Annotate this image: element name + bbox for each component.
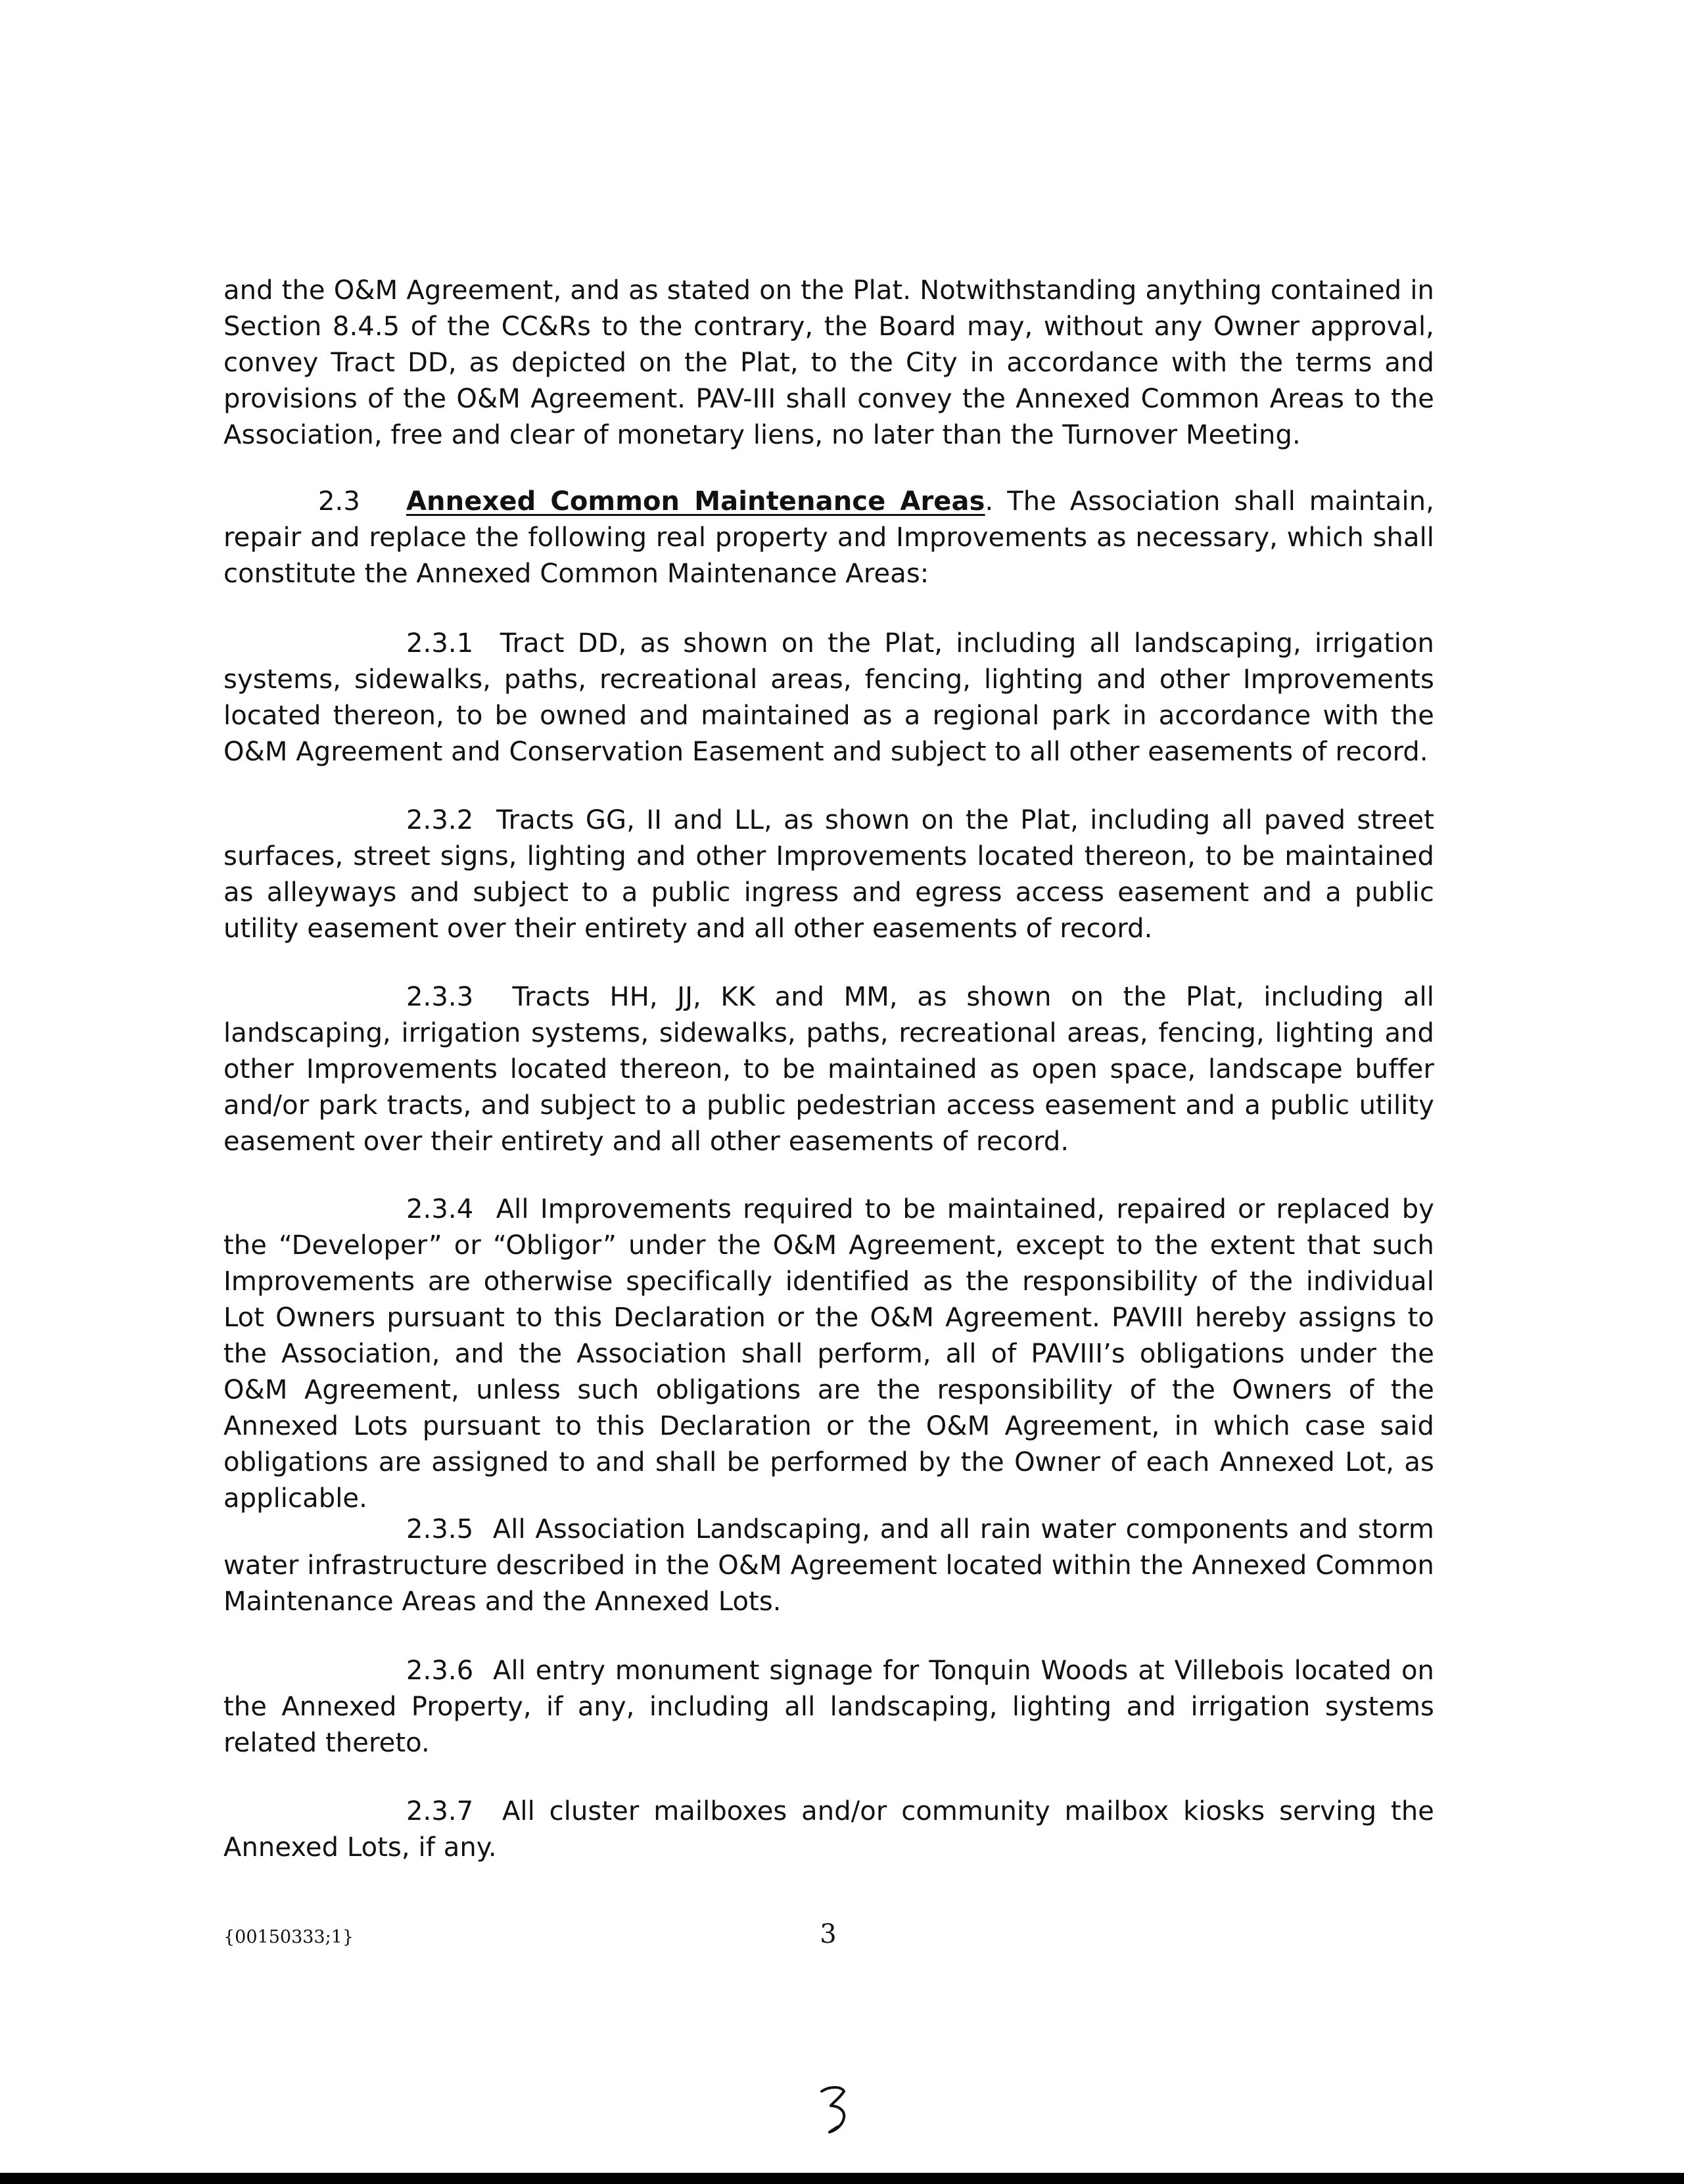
handwritten-page-mark-icon bbox=[815, 2082, 854, 2135]
subsection-text: Tract DD, as shown on the Plat, including all landscaping, irrigation systems, sidewalks, paths, recreational areas, fencing, lighting and other Improvements located thereon, to be owned and maintained as a regional park in accordance with the O&M Agreement and Conservation Easement and subject to all other easements of record. bbox=[223, 628, 1434, 767]
subsection-2-3-1 bbox=[223, 626, 1434, 770]
section-number: 2.3 bbox=[318, 486, 360, 517]
subsection-2-3-4 bbox=[223, 1192, 1434, 1517]
subsection-2-3-2 bbox=[223, 802, 1434, 947]
document-id: {00150333;1} bbox=[223, 1927, 354, 1947]
subsection-number: 2.3.4 bbox=[406, 1194, 474, 1224]
subsection-text: Tracts HH, JJ, KK and MM, as shown on the Plat, including all landscaping, irrigation systems, sidewalks, paths, recreational areas, fencing, lighting and other Improvements located thereon, to be maintained as open space, landscape buffer and/or park tracts, and subject to a public pedestrian access easement and a public utility easement over their entirety and all other easements of record. bbox=[223, 982, 1434, 1157]
section-title-punct: . bbox=[985, 486, 994, 517]
subsection-text: All Improvements required to be maintained, repaired or replaced by the “Developer” or “Obligor” under the O&M Agreement, except to the extent that such Improvements are otherwise specifically identified as the responsibility of the individual Lot Owners pursuant to this Declaration or the O&M Agreement. PAVIII hereby assigns to the Association, and the Association shall perform, all of PAVIII’s obligations under the O&M Agreement, unless such obligations are the responsibility of the Owners of the Annexed Lots pursuant to this Declaration or the O&M Agreement, in which case said obligations are assigned to and shall be performed by the Owner of each Annexed Lot, as applicable. bbox=[223, 1194, 1434, 1514]
subsection-2-3-7 bbox=[223, 1794, 1434, 1866]
bottom-scan-border bbox=[0, 2173, 1684, 2184]
subsection-2-3-3 bbox=[223, 979, 1434, 1160]
subsection-number: 2.3.5 bbox=[406, 1514, 474, 1545]
subsection-2-3-6 bbox=[223, 1653, 1434, 1761]
subsection-text: All cluster mailboxes and/or community mailbox kiosks serving the Annexed Lots, if any. bbox=[223, 1796, 1434, 1863]
subsection-2-3-5 bbox=[223, 1512, 1434, 1620]
subsection-number: 2.3.2 bbox=[406, 805, 474, 835]
subsection-text: All Association Landscaping, and all rain water components and storm water infrastructure described in the O&M Agreement located within the Annexed Common Maintenance Areas and the Annexed Lots. bbox=[223, 1514, 1434, 1617]
subsection-number: 2.3.6 bbox=[406, 1656, 474, 1686]
section-body: The Association shall maintain, repair and replace the following real property and Improvements as necessary, which shall constitute the Annexed Common Maintenance Areas: bbox=[223, 486, 1434, 589]
intro-paragraph: and the O&M Agreement, and as stated on the Plat. Notwithstanding anything contained in Section 8.4.5 of the CC&Rs to the contrary, the Board may, without any Owner approval, convey Tract DD, as depicted on the Plat, to the City in accordance with the terms and provisions of the O&M Agreement. PAV-III shall convey the Annexed Common Areas to the Association, free and clear of monetary liens, no later than the Turnover Meeting. bbox=[223, 275, 1434, 450]
section-title: Annexed Common Maintenance Areas bbox=[406, 486, 985, 517]
subsection-number: 2.3.1 bbox=[406, 628, 474, 659]
section-2-3-paragraph bbox=[223, 484, 1434, 592]
subsection-text: All entry monument signage for Tonquin Woods at Villebois located on the Annexed Property, if any, including all landscaping, lighting and irrigation systems related thereto. bbox=[223, 1656, 1434, 1758]
subsection-number: 2.3.3 bbox=[406, 982, 474, 1012]
subsection-text: Tracts GG, II and LL, as shown on the Plat, including all paved street surfaces, street signs, lighting and other Improvements located thereon, to be maintained as alleyways and subject to a public ingress and egress access easement and a public utility easement over their entirety and all other easements of record. bbox=[223, 805, 1434, 944]
subsection-number: 2.3.7 bbox=[406, 1796, 474, 1826]
page-number: 3 bbox=[820, 1919, 837, 1949]
